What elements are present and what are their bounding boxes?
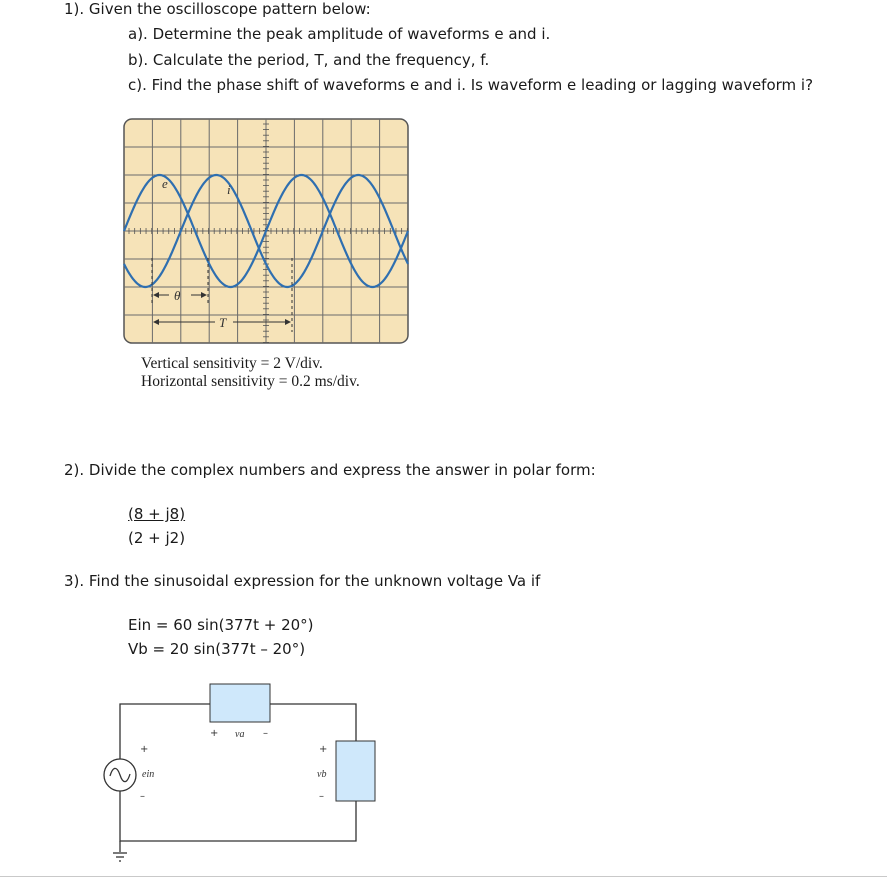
horizontal-sensitivity: Horizontal sensitivity = 0.2 ms/div. [141,373,360,390]
q3-vb: Vb = 20 sin(377t – 20°) [128,640,306,658]
q1-title: 1). Given the oscilloscope pattern below: [64,0,371,18]
element-b-box [336,741,375,801]
ein-plus: + [140,744,149,755]
label-e: e [162,176,168,191]
label-i: i [227,182,231,197]
vb-minus: – [319,791,324,802]
page-bottom-rule [0,876,887,877]
q2-numerator: (8 + j8) [128,505,186,523]
element-a-box [210,684,270,722]
wire-left-top [120,704,210,759]
wire-right-top [270,704,356,741]
vb-plus: + [319,744,328,755]
vb-label: vb [317,769,327,780]
ein-label: ein [142,769,155,780]
oscilloscope-display [123,118,409,344]
label-theta: θ [174,288,181,303]
q3-title: 3). Find the sinusoidal expression for the unknown voltage Va if [64,572,541,590]
va-minus: – [263,728,268,739]
q1-part-a: a). Determine the peak amplitude of waveforms e and i. [128,25,551,43]
label-T: T [219,315,227,330]
q3-ein: Ein = 60 sin(377t + 20°) [128,616,314,634]
q1-part-c: c). Find the phase shift of waveforms e and i. Is waveform e leading or lagging waveform i? [128,76,814,94]
q2-title: 2). Divide the complex numbers and express the answer in polar form: [64,461,596,479]
q2-denominator: (2 + j2) [128,529,186,547]
q1-part-b: b). Calculate the period, T, and the frequency, f. [128,51,490,69]
ein-minus: – [140,791,145,802]
circuit-diagram [96,680,386,870]
va-plus: + [210,728,219,739]
va-label: va [235,729,245,740]
vertical-sensitivity: Vertical sensitivity = 2 V/div. [141,355,323,372]
